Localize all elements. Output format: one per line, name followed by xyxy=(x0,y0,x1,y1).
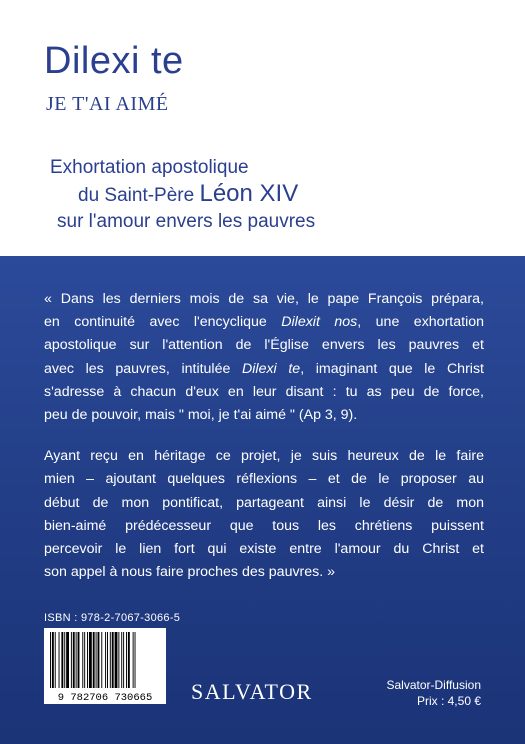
pope-name: Léon XIV xyxy=(199,180,299,207)
barcode-bar xyxy=(112,632,114,688)
quote-p1-line xyxy=(44,311,484,334)
quote-p1-line: s'adresse à chacun d'eux en leur disant : tu as peu de force, xyxy=(44,383,484,400)
quote-text: en continuité avec l'encyclique xyxy=(44,314,282,331)
barcode-bar xyxy=(96,632,97,688)
quote-text: avec les pauvres, intitulée xyxy=(44,360,243,377)
quote-p2-line: percevoir le lien fort qui existe entre l'amour du Christ et xyxy=(44,541,484,558)
barcode-bar xyxy=(52,632,54,688)
barcode-bar xyxy=(101,632,102,688)
quote-p2-line: son appel à nous faire proches des pauvres. » xyxy=(44,564,336,581)
book-subtitle: JE T'AI AIMÉ xyxy=(46,93,169,115)
barcode-bar xyxy=(121,632,122,688)
barcode-bar xyxy=(71,632,72,688)
quote-p1-line: apostolique sur l'attention de l'Église envers les pauvres et xyxy=(44,337,484,354)
barcode-bar xyxy=(115,632,118,688)
distribution-info xyxy=(387,677,482,709)
barcode-bar xyxy=(107,632,108,688)
quote-p1-line: peu de pouvoir, mais " moi, je t'ai aimé " (Ap 3, 9). xyxy=(44,407,358,424)
barcode-bar xyxy=(66,632,69,688)
barcode-bar xyxy=(133,632,134,688)
quote-p2-line: bien-aimé prédécesseur que tous les chrétiens puissent xyxy=(44,517,484,534)
barcode-bar xyxy=(61,632,63,688)
exhortation-heading xyxy=(50,155,490,235)
barcode-bar xyxy=(89,632,92,688)
barcode-bars xyxy=(50,632,136,688)
quote-text: , imaginant que le Christ xyxy=(300,360,484,377)
barcode-bar xyxy=(64,632,65,688)
barcode-bar xyxy=(78,632,80,688)
isbn-label: ISBN : 978-2-7067-3066-5 xyxy=(44,612,181,624)
barcode-bar xyxy=(93,632,95,688)
barcode-image xyxy=(44,628,166,704)
quote-p1-line: « Dans les derniers mois de sa vie, le pape François prépara, xyxy=(44,291,484,307)
barcode-bar xyxy=(82,632,83,688)
quote-p1-line xyxy=(44,358,484,381)
barcode-bar xyxy=(128,632,130,688)
barcode-bar xyxy=(59,632,60,688)
exhortation-title: Dilexi te xyxy=(242,360,301,377)
quote-paragraph-2 xyxy=(44,445,484,584)
distributor-name: Salvator-Diffusion xyxy=(386,678,481,692)
exhortation-line-3: sur l'amour envers les pauvres xyxy=(57,211,316,232)
barcode-digits: 9 782706 730665 xyxy=(57,692,153,704)
back-cover-quote xyxy=(44,288,484,602)
barcode-bar xyxy=(98,632,100,688)
barcode-bar xyxy=(105,632,106,688)
book-title: Dilexi te xyxy=(44,40,184,82)
barcode-bar xyxy=(123,632,124,688)
publisher-logo: SALVATOR xyxy=(191,679,313,704)
quote-paragraph-1 xyxy=(44,288,484,427)
barcode-bar xyxy=(126,632,127,688)
price-label: Prix : 4,50 € xyxy=(416,694,481,708)
barcode xyxy=(44,628,166,704)
barcode-bar xyxy=(118,632,119,688)
barcode-bar xyxy=(50,632,51,688)
quote-p2-line: Ayant reçu en héritage ce projet, je suis heureux de le faire xyxy=(44,448,484,465)
barcode-bar xyxy=(87,632,88,688)
exhortation-line-2 xyxy=(50,181,490,209)
exhortation-line-1: Exhortation apostolique xyxy=(50,157,249,178)
quote-p2-line: mien – ajoutant quelques réflexions – et de le proposer au xyxy=(44,471,484,488)
barcode-bar xyxy=(76,632,77,688)
barcode-bar xyxy=(55,632,56,688)
barcode-bar xyxy=(135,632,136,688)
barcode-bar xyxy=(73,632,75,688)
exhortation-line-2-prefix: du Saint-Père xyxy=(78,185,200,206)
quote-text: , une exhortation xyxy=(357,314,484,331)
barcode-bar xyxy=(84,632,85,688)
barcode-bar xyxy=(110,632,111,688)
encyclical-title: Dilexit nos xyxy=(281,314,358,331)
quote-p2-line: début de mon pontificat, partageant ainsi le désir de mon xyxy=(44,494,484,511)
